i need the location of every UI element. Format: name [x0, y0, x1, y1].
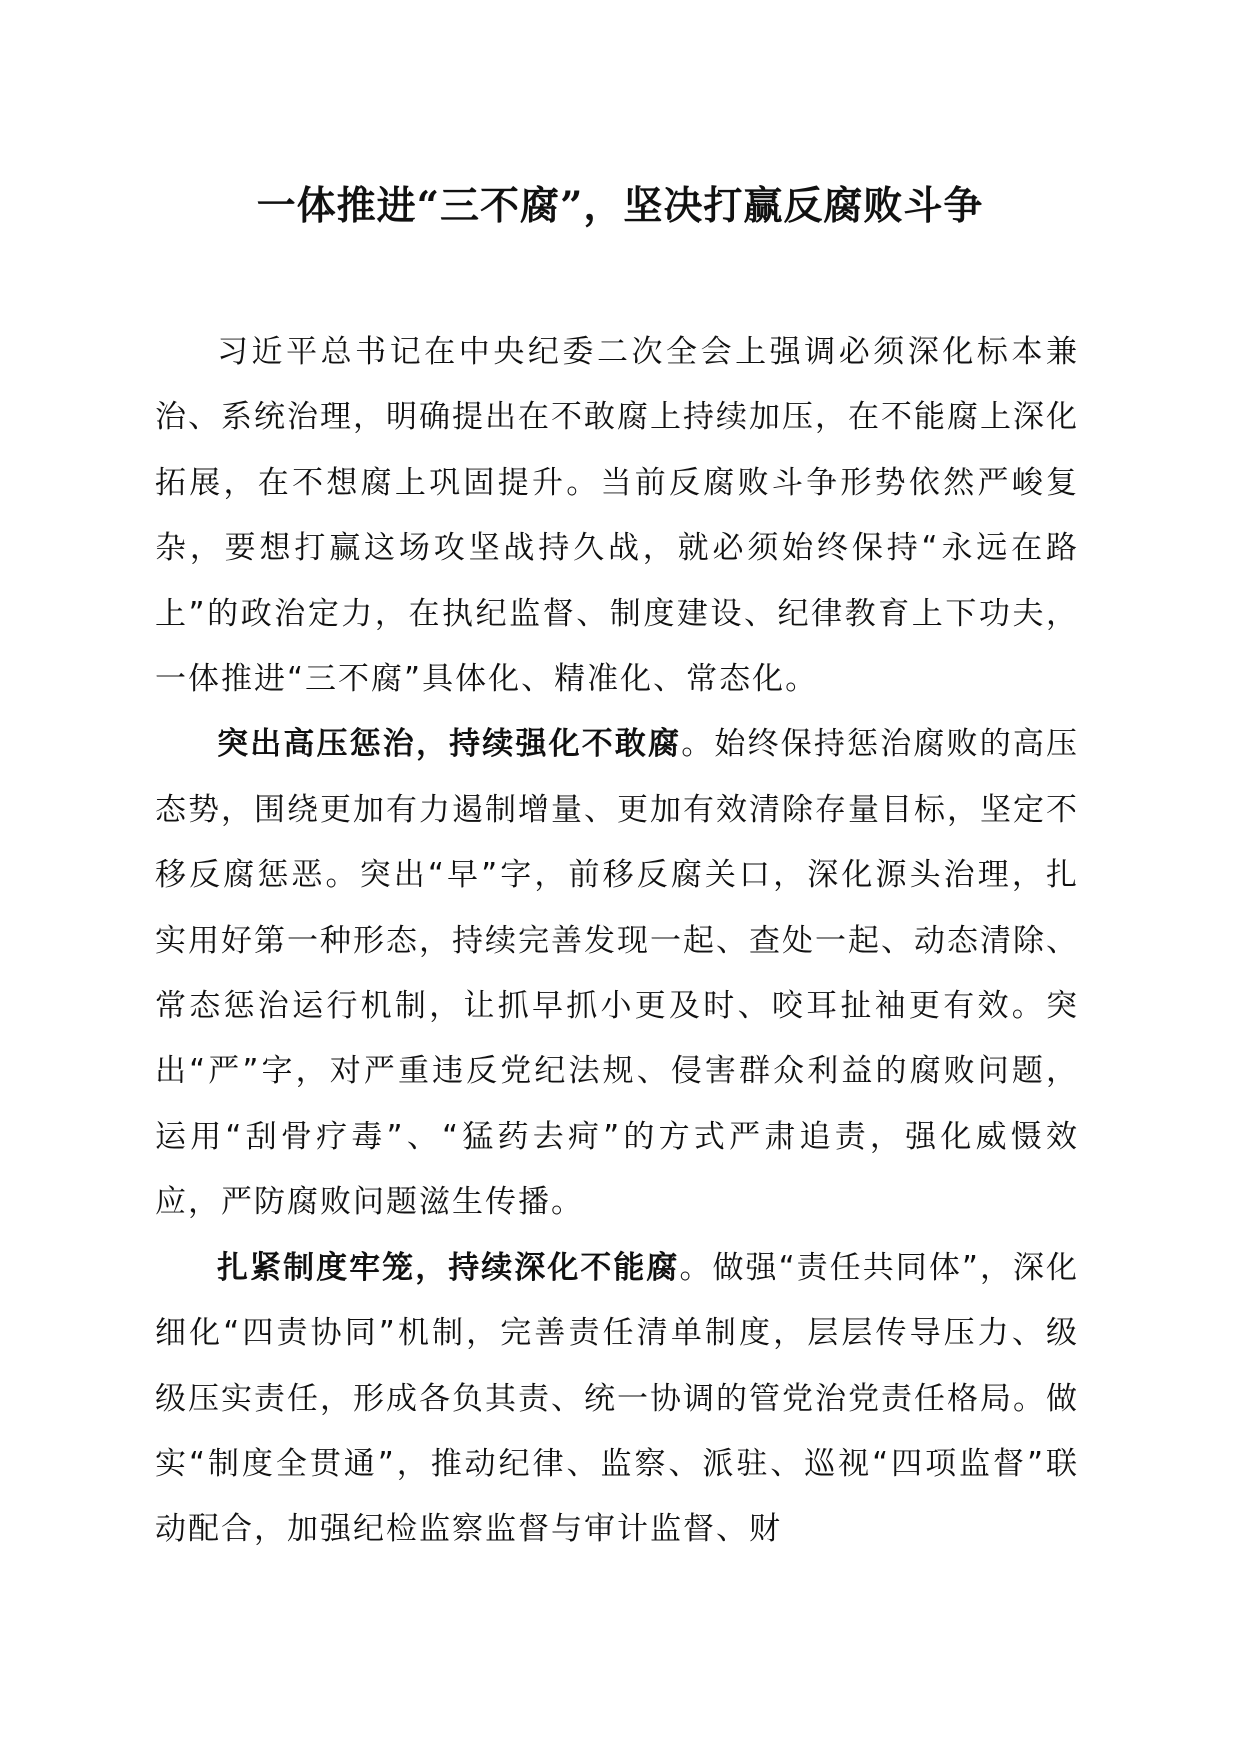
document-body [155, 320, 1079, 1563]
paragraph-text: 。做强“责任共同体”，深化细化“四责协同”机制，完善责任清单制度，层层传导压力、级级压实责任，形成各负其责、统一协调的管党治党责任格局。做实“制度全贯通”，推动纪律、监察、派驻、巡视“四项监督”联动配合，加强纪检监察监督与审计监督、财 [155, 1249, 1080, 1548]
paragraph-lead-heading: 扎紧制度牢笼，持续深化不能腐 [217, 1249, 680, 1286]
paragraph-text: 习近平总书记在中央纪委二次全会上强调必须深化标本兼治、系统治理，明确提出在不敢腐上持续加压，在不能腐上深化拓展，在不想腐上巩固提升。当前反腐败斗争形势依然严峻复杂，要想打赢这场攻坚战持久战，就必须始终保持“永远在路上”的政治定力，在执纪监督、制度建设、纪律教育上下功夫，一体推进“三不腐”具体化、精准化、常态化。 [155, 334, 1079, 698]
paragraph-institutions [155, 1236, 1079, 1563]
paragraph-deterrence [155, 712, 1079, 1235]
document-title: 一体推进“三不腐”，坚决打赢反腐败斗争 [256, 183, 984, 229]
paragraph-intro [155, 320, 1079, 712]
paragraph-text: 。始终保持惩治腐败的高压态势，围绕更加有力遏制增量、更加有效清除存量目标，坚定不移反腐惩恶。突出“早”字，前移反腐关口，深化源头治理，扎实用好第一种形态，持续完善发现一起、查处一起、动态清除、常态惩治运行机制，让抓早抓小更及时、咬耳扯袖更有效。突出“严”字，对严重违反党纪法规、侵害群众利益的腐败问题，运用“刮骨疗毒”、“猛药去疴”的方式严肃追责，强化威慑效应，严防腐败问题滋生传播。 [155, 726, 1080, 1221]
paragraph-lead-heading: 突出高压惩治，持续强化不敢腐 [217, 726, 682, 763]
